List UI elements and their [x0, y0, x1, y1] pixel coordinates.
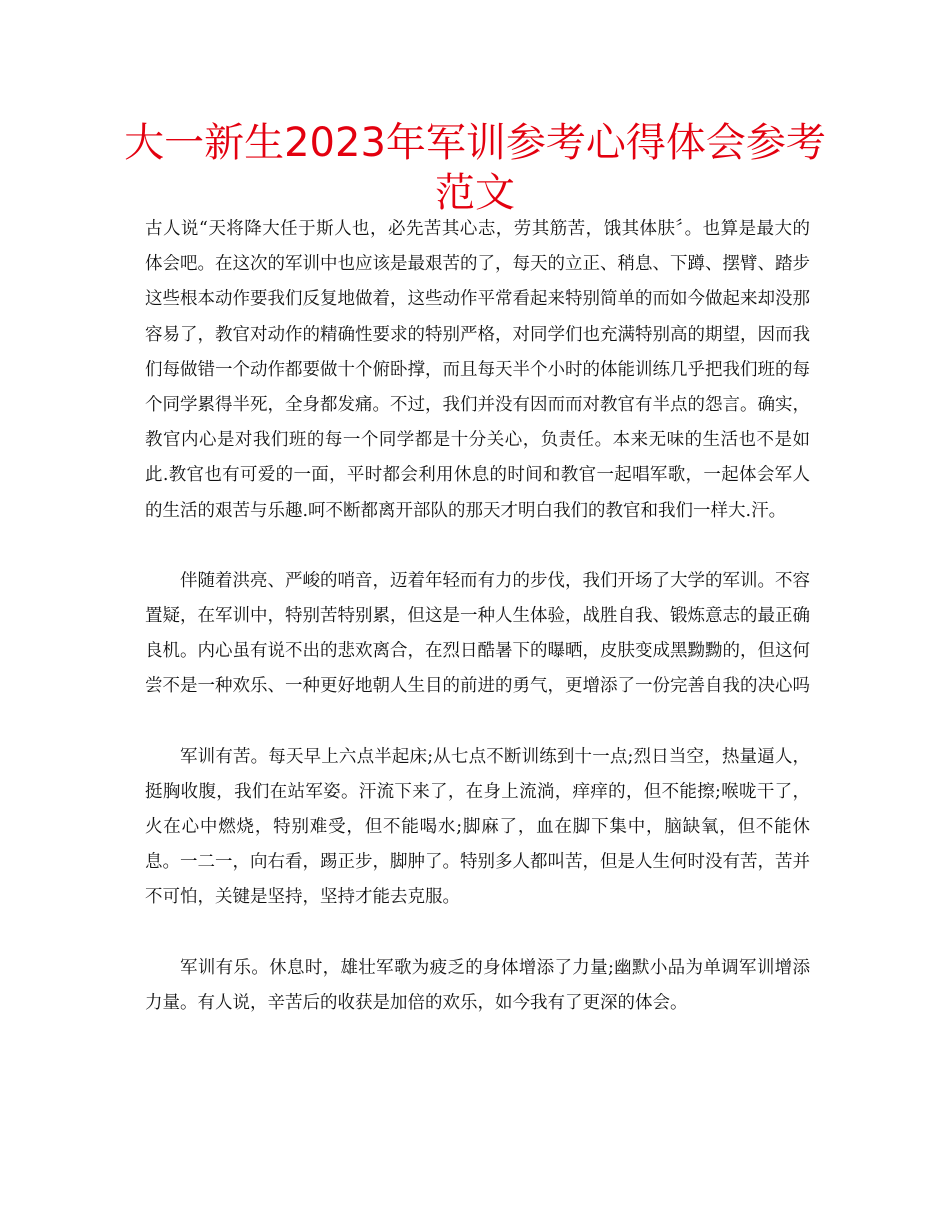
document-body	[145, 212, 810, 1021]
paragraph-4: 军训有乐。休息时，雄壮军歌为疲乏的身体增添了力量;幽默小品为单调军训增添力量。有人说，辛苦后的收获是加倍的欢乐，如今我有了更深的体会。	[145, 957, 810, 1013]
paragraph-3: 军训有苦。每天早上六点半起床;从七点不断训练到十一点;烈日当空，热量逼人，挺胸收腹，我们在站军姿。汗流下来了，在身上流淌，痒痒的，但不能擦;喉咙干了，火在心中燃烧，特别难受，但不能喝水;脚麻了，血在脚下集中，脑缺氧，但不能休息。一二一，向右看，踢正步，脚肿了。特别多人都叫苦，但是人生何时没有苦，苦并不可怕，关键是坚持，坚持才能去克服。	[145, 746, 810, 908]
document-title: 大一新生2023年军训参考心得体会参考范文	[124, 120, 826, 216]
paragraph-1: 古人说“天将降大任于斯人也，必先苦其心志，劳其筋苦，饿其体肤〞。也算是最大的体会吧。在这次的军训中也应该是最艰苦的了，每天的立正、稍息、下蹲、摆臂、踏步这些根本动作要我们反复地做着，这些动作平常看起来特别简单的而如今做起来却没那容易了，教官对动作的精确性要求的特别严格，对同学们也充满特别高的期望，因而我们每做错一个动作都要做十个俯卧撑，而且每天半个小时的体能训练几乎把我们班的每个同学累得半死，全身都发痛。不过，我们并没有因而而对教官有半点的怨言。确实，教官内心是对我们班的每一个同学都是十分关心，负责任。本来无味的生活也不是如此.教官也有可爱的一面，平时都会利用休息的时间和教官一起唱军歌，一起体会军人的生活的艰苦与乐趣.呵不断都离开部队的那天才明白我们的教官和我们一样大.汗。	[145, 219, 810, 521]
paragraph-2: 伴随着洪亮、严峻的哨音，迈着年轻而有力的步伐，我们开场了大学的军训。不容置疑，在军训中，特别苦特别累，但这是一种人生体验，战胜自我、锻炼意志的最正确良机。内心虽有说不出的悲欢离合，在烈日酷暑下的曝晒，皮肤变成黑黝黝的，但这何尝不是一种欢乐、一种更好地朝人生目的前进的勇气，更增添了一份完善自我的决心吗	[145, 570, 810, 697]
